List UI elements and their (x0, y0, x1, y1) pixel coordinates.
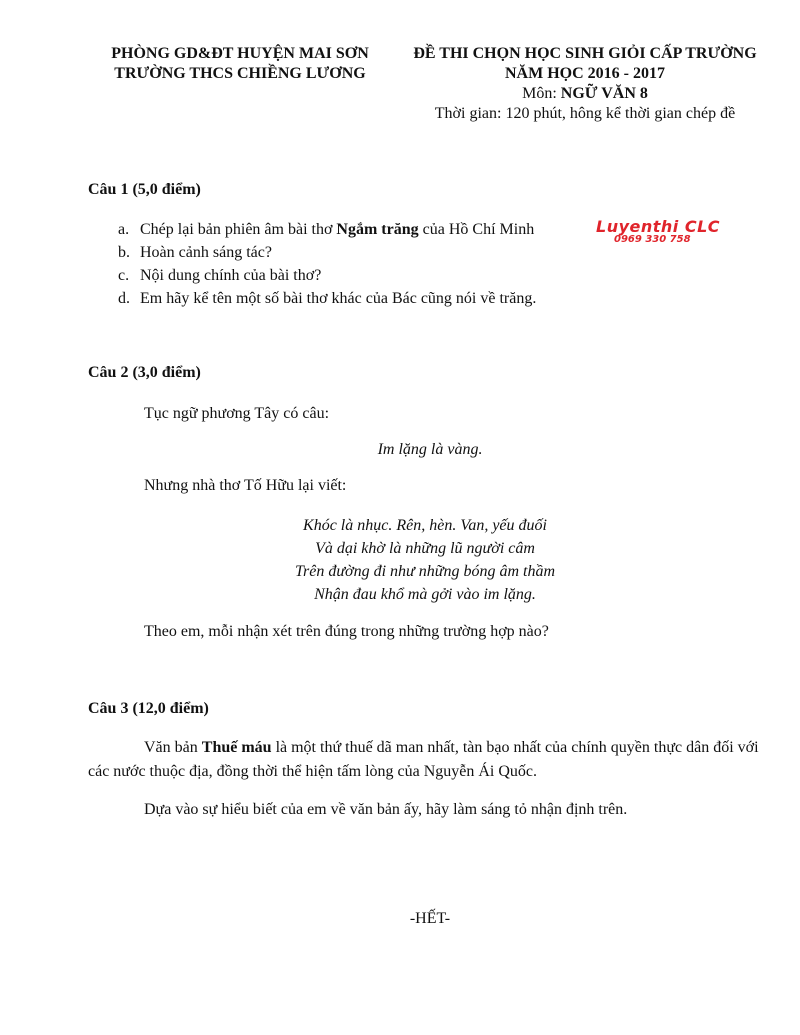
school-year: NĂM HỌC 2016 - 2017 (505, 65, 665, 82)
watermark-stamp (596, 217, 746, 245)
poem-title: Ngắm trăng (336, 221, 419, 238)
paragraph-text: là một thứ thuế dã man nhất, tàn bạo nhất của chính quyền thực dân đối với các nước thuộc địa, đồng thời thể hiện tấm lòng của Nguyễn Ái Quốc. (88, 739, 759, 780)
item-text: Hoàn cảnh sáng tác? (140, 244, 272, 261)
question-1-items (118, 218, 588, 310)
subject-prefix: Môn: (522, 85, 561, 102)
item-letter: d. (118, 290, 130, 307)
poem-line: Trên đường đi như những bóng âm thầm (294, 563, 556, 580)
item-text: Nội dung chính của bài thơ? (140, 267, 322, 284)
school-header (90, 44, 390, 84)
subject-name: NGỮ VĂN 8 (560, 85, 648, 102)
question-2-title: Câu 2 (3,0 điểm) (88, 364, 201, 381)
poem-line: Nhận đau khổ mà gởi vào im lặng. (314, 586, 536, 603)
department-name: PHÒNG GD&ĐT HUYỆN MAI SƠN (111, 45, 369, 62)
exam-title: ĐỀ THI CHỌN HỌC SINH GIỎI CẤP TRƯỜNG (413, 45, 757, 62)
question-2-intro2: Nhưng nhà thơ Tố Hữu lại viết: (144, 477, 347, 494)
exam-header (400, 44, 770, 124)
item-text-part: của Hồ Chí Minh (418, 221, 535, 238)
school-name: TRƯỜNG THCS CHIỀNG LƯƠNG (114, 65, 366, 82)
stamp-phone: 0969 330 758 (614, 234, 691, 245)
list-item (118, 287, 588, 310)
question-3-title: Câu 3 (12,0 điểm) (88, 700, 209, 717)
subject-line (400, 84, 770, 104)
question-1-title: Câu 1 (5,0 điểm) (88, 181, 201, 198)
question-3-paragraph-2: Dựa vào sự hiểu biết của em về văn bản ấy, hãy làm sáng tỏ nhận định trên. (144, 801, 628, 818)
end-marker: -HẾT- (409, 910, 451, 927)
question-3-paragraph-1 (88, 736, 778, 784)
list-item (118, 264, 588, 287)
text-title: Thuế máu (201, 739, 272, 756)
list-item (118, 241, 588, 264)
poem-line: Khóc là nhục. Rên, hèn. Van, yếu đuối (303, 517, 547, 534)
list-item (118, 218, 588, 241)
paragraph-text: Văn bản (144, 739, 202, 756)
stamp-name: Luyenthi CLC (596, 217, 721, 236)
proverb: Im lặng là vàng. (377, 441, 483, 458)
item-letter: a. (118, 221, 130, 238)
item-text: Em hãy kể tên một số bài thơ khác của Bác cũng nói về trăng. (140, 290, 537, 307)
item-text (140, 218, 534, 241)
question-2-prompt: Theo em, mỗi nhận xét trên đúng trong những trường hợp nào? (144, 623, 549, 640)
poem-excerpt (150, 514, 700, 606)
poem-line: Và dại khờ là những lũ người câm (315, 540, 535, 557)
item-text-part: Chép lại bản phiên âm bài thơ (140, 221, 337, 238)
time-note: Thời gian: 120 phút, hông kể thời gian chép đề (434, 105, 736, 122)
question-2-intro: Tục ngữ phương Tây có câu: (144, 405, 330, 422)
item-letter: c. (118, 267, 130, 284)
item-letter: b. (118, 244, 130, 261)
